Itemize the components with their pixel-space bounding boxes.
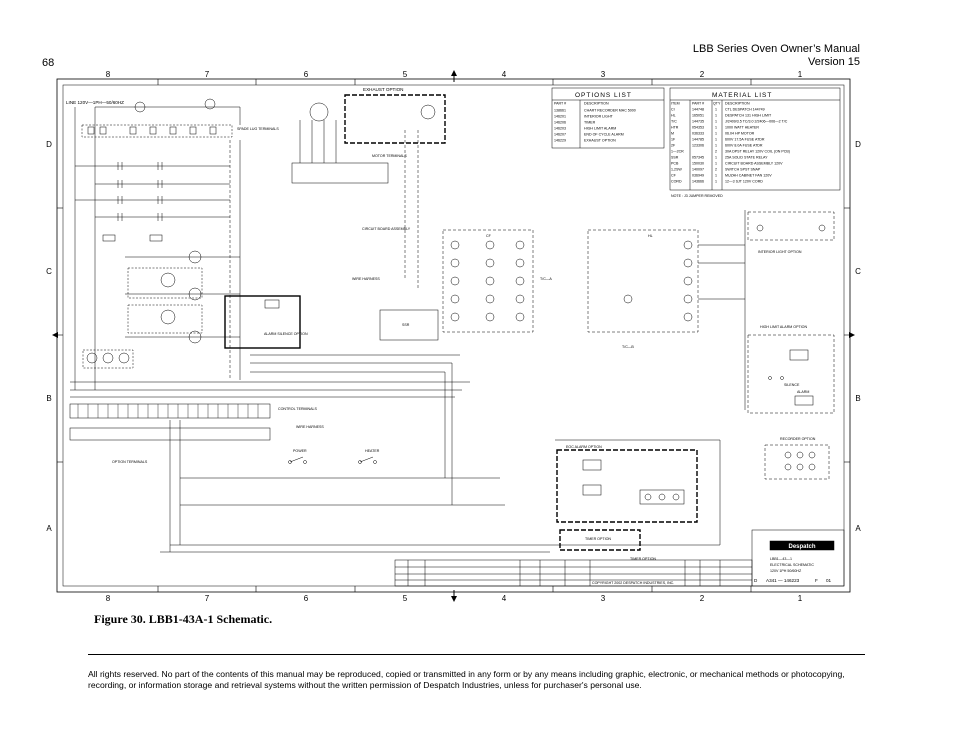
table-cell: TIMER [584,120,596,125]
table-cell: PCB [671,161,679,166]
alarm-label: ALARM [797,390,810,394]
timer-label: TIMER OPTION [585,537,611,541]
tc-b-label: T/C—B [622,345,634,349]
table-cell: EXHAUST OPTION [584,138,616,143]
col-label: 6 [303,594,309,603]
table-cell: 1 [715,173,717,178]
high-limit-alarm-label: HIGH LIMIT ALARM OPTION [760,325,808,329]
table-cell: 25A SOLID STATE RELAY [725,155,768,160]
drawing-sheet: 01 [826,578,832,583]
drawing-title-3: 120V 1PH 50/60HZ [770,569,802,573]
control-terminals [70,355,550,552]
title-block [395,530,844,586]
col-label: 8 [105,594,111,603]
motor-terminals-label: MOTOR TERMINALS [372,154,407,158]
table-cell: 123306 [692,143,704,148]
row-label: B [855,394,861,403]
control-terminals-label: CONTROL TERMINALS [278,407,317,411]
interior-light-label: INTERIOR LIGHT OPTION [758,250,802,254]
circuit-board-label: CIRCUIT BOARD ASSEMBLY [362,227,411,231]
col-label: 5 [402,70,408,79]
timer-block [560,530,656,561]
drawing-title-2: ELECTRICAL SCHEMATIC [770,563,814,567]
table-cell: 1—2CR [671,149,684,154]
tc-a-label: T/C—A [540,277,552,281]
manual-version: Version 15 [808,56,860,68]
table-cell: 1 [715,161,717,166]
table-cell: CF [671,173,676,178]
company-logo: Despatch [788,544,816,550]
drawing-title-1: LBB1—43—1 [770,557,792,561]
drawing-size: D [754,578,758,583]
table-cell: 150030 [692,161,704,166]
table-cell: 1 [715,179,717,184]
exhaust-label: EXHAUST OPTION [363,87,404,92]
table-cell: 146201 [554,114,566,119]
material-list-table [670,88,840,198]
table-cell: 054353 [692,125,704,130]
table-cell: 2F [671,143,676,148]
alarm-silence-block [225,296,308,348]
row-label: C [46,267,52,276]
table-cell: 165051 [692,113,704,118]
row-label: D [46,140,52,149]
table-cell: 1,2SW [671,167,682,172]
controller-block [443,230,552,332]
table-cell: 1 [715,113,717,118]
cf-label: CF [486,234,491,238]
table-cell: 146207 [554,132,566,137]
table-cell: 143666 [692,179,704,184]
table-cell: 600V 17.5A FUSE ATDR [725,137,765,142]
table-cell: END OF CYCLE ALARM [584,132,624,137]
col-label: 2 [699,70,705,79]
heater-switch-label: HEATER [365,449,380,453]
col-label: 3 [600,594,606,603]
table-cell: CORD [671,179,682,184]
power-switch-label: POWER [293,449,307,453]
col-label: 7 [204,594,210,603]
options-list-title: OPTIONS LIST [575,92,632,99]
table-cell: T/C [671,119,677,124]
table-cell: 144748 [692,107,704,112]
table-cell: 140097 [692,167,704,172]
col-label: 1 [797,594,803,603]
footer-text: All rights reserved. No part of the contents of this manual may be reproduced, copied or transmitted in any form or by any means including graphic, electronic, or mechanical methods or photocopying, recording, or information storage and retrieval systems without the written permission of Despatch Industries, unless for purchaser's personal use. [88,669,845,690]
eoc-alarm-label: EOC ALARM OPTION [566,445,602,449]
table-cell: 1 [715,137,717,142]
hl-label: HL [648,234,653,238]
figure-caption: Figure 30. LBB1-43A-1 Schematic. [94,612,273,626]
table-cell: 036949 [692,173,704,178]
table-cell: HIGH LIMIT ALARM [584,126,617,131]
eoc-alarm-block [550,440,720,545]
wire-harness-label: WIRE HARNESS [296,425,324,429]
table-cell: 057345 [692,155,704,160]
ssr-block [380,310,438,340]
table-cell: J/2409/3.5 TC/3.0 2/2406—006—2 T/C [725,119,788,124]
col-label: 7 [204,70,210,79]
table-cell: CIRCUIT BOARD ASSEMBLY 120V [725,161,783,166]
col-label: 3 [600,70,606,79]
table-cell: PART # [554,101,567,106]
table-cell: 600V 8.0A FUSE ATDR [725,143,763,148]
power-section [66,99,279,390]
table-cell: SSR [671,155,679,160]
col-label: 4 [501,594,507,603]
table-cell: INTERIOR LIGHT [584,114,613,119]
switch-group [289,449,380,464]
col-label: 5 [402,594,408,603]
table-cell: 144735 [692,119,704,124]
table-cell: 1F [671,137,676,142]
table-cell: CHART RECORDER MAC 5000 [584,108,636,113]
table-cell: 1 [715,125,717,130]
spade-lug-label: SPADE LUG TERMINALS [237,127,279,131]
table-cell: 146203 [554,126,566,131]
table-cell: 146229 [554,138,566,143]
drawing-rev: F [815,578,818,583]
material-list-note: NOTE : J3 JUMPER REMOVED [671,194,723,198]
table-cell: CTL DESPATCH 144749 [725,107,765,112]
table-cell: MUZAH CABINET FAN 120V [725,173,772,178]
row-label: C [855,267,861,276]
option-terminals-label: OPTION TERMINALS [112,460,148,464]
col-label: 2 [699,594,705,603]
manual-title: LBB Series Oven Owner’s Manual [692,43,860,55]
table-cell: 1 [715,143,717,148]
table-cell: 1 [715,131,717,136]
row-label: D [855,140,861,149]
table-cell: 1000 WATT HEATER [725,125,760,130]
table-cell: HL [671,113,676,118]
high-limit-block [588,210,745,410]
table-cell: HTR [671,125,679,130]
table-cell: ITEM [671,101,680,106]
page-number: 68 [42,57,55,69]
table-cell: QTY [713,101,721,106]
wire-harness-2-label: WIRE HARNESS [352,277,380,281]
alarm-silence-label: ALARM SILENCE OPTION [264,332,308,336]
table-cell: M [671,131,674,136]
row-label: B [46,394,52,403]
table-cell: 1 [715,107,717,112]
recorder-label: RECORDER OPTION [780,437,816,441]
table-cell: 1 [715,119,717,124]
table-cell: DESCRIPTION [584,101,609,106]
footer-divider [88,654,865,655]
table-cell: 144785 [692,137,704,142]
exhaust-block [292,87,445,290]
high-limit-alarm-block [748,325,834,413]
options-list-table [552,88,664,148]
table-cell: 1 [715,155,717,160]
table-cell: 30A DPST RELAY 120V COIL (ON PCB) [725,149,790,154]
row-label: A [46,524,52,533]
recorder-block [765,437,829,479]
table-cell: 12—3 SJT 120V CORD [725,179,763,184]
column-labels [106,70,803,603]
drawing-number: A341 — 146223 [766,578,800,583]
line-label: LINE 120V—1PH—50/60HZ [66,100,124,105]
material-list-title: MATERIAL LIST [712,92,773,99]
interior-light-block [748,212,834,254]
table-cell: DESPATCH 131 HIGH LIMIT [725,113,772,118]
ssr-label: SSR [402,323,410,327]
table-cell: 146206 [554,120,566,125]
table-cell: SWITCH SPST SNAP [725,167,761,172]
table-cell: 2 [715,167,717,172]
col-label: 8 [105,70,111,79]
copyright-note: COPYRIGHT 2002 DESPATCH INDUSTRIES, INC. [592,581,675,585]
table-cell: 138661 [554,108,566,113]
table-cell: CI [671,107,675,112]
table-cell: 06.04 HP MOTOR [725,131,755,136]
table-cell: DESCRIPTION [725,101,750,106]
table-cell: 2 [715,149,717,154]
row-label: A [855,524,861,533]
timer-bottom-label: TIMER OPTION [630,557,656,561]
table-cell: 036333 [692,131,704,136]
silence-label: SILENCE [784,383,800,387]
col-label: 4 [501,70,507,79]
col-label: 6 [303,70,309,79]
col-label: 1 [797,70,803,79]
table-cell: PART # [692,101,705,106]
